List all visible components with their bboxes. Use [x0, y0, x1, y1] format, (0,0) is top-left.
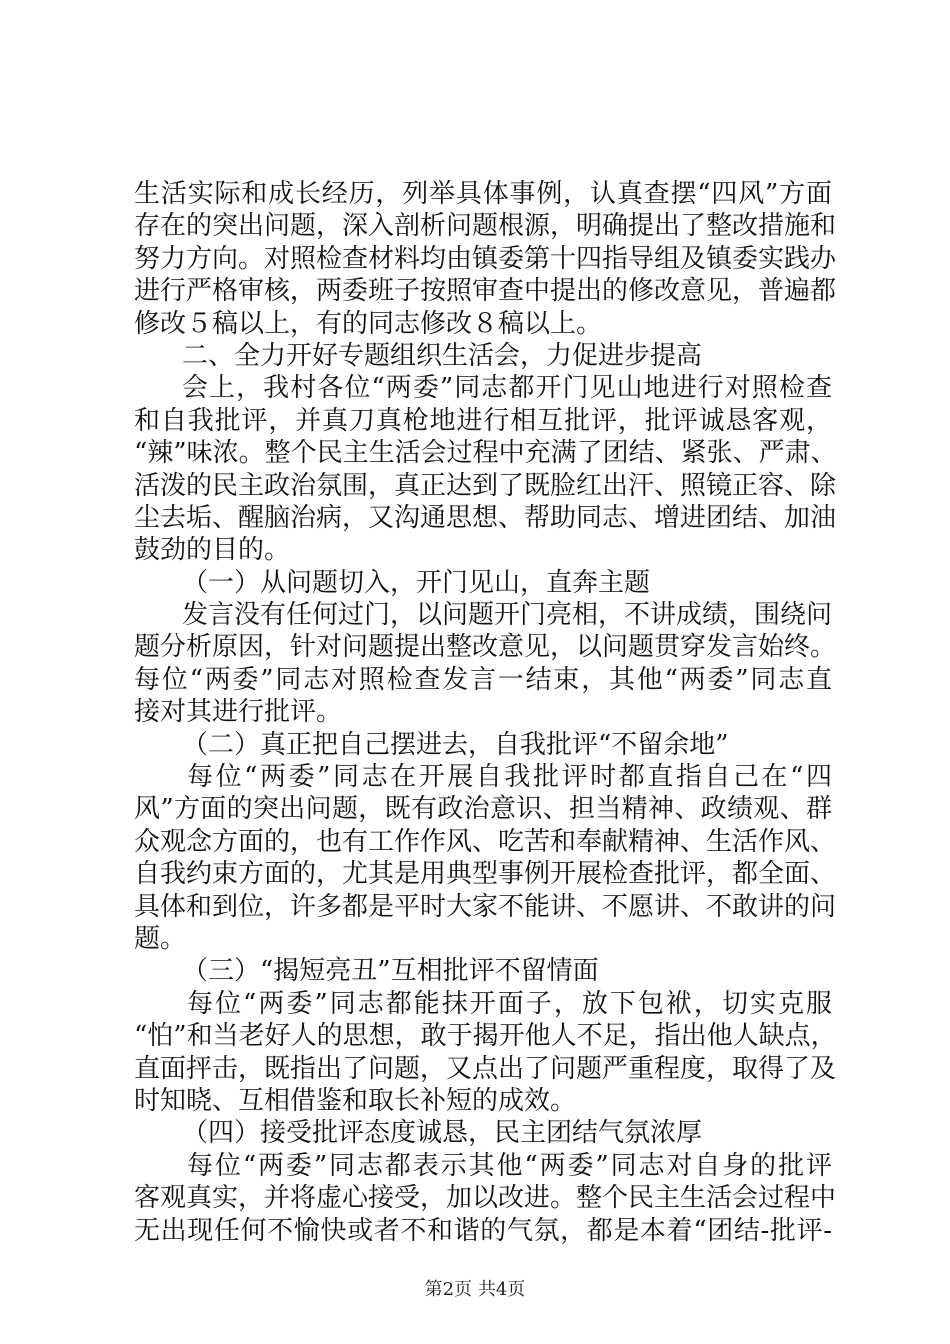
text-line: 直面抨击，既指出了问题，又点出了问题严重程度，取得了及 — [134, 1053, 837, 1084]
text-line: 和自我批评，并真刀真枪地进行相互批评，批评诚恳客观， — [134, 405, 832, 436]
text-line: 鼓劲的目的。 — [134, 535, 291, 566]
text-line: “辣”味浓。整个民主生活会过程中充满了团结、紧张、严肃、 — [134, 438, 837, 469]
text-line: 每位“两委”同志对照检查发言一结束，其他“两委”同志直 — [134, 664, 832, 695]
subsection-heading: （二）真正把自己摆进去，自我批评“不留余地” — [182, 729, 729, 760]
text-line: 题。 — [134, 923, 187, 954]
text-line: 每位“两委”同志都能抹开面子，放下包袱，切实克服 — [187, 988, 832, 1019]
subsection-heading: （四）接受批评态度诚恳，民主团结气氛浓厚 — [182, 1118, 703, 1149]
text-line: 进行严格审核，两委班子按照审查中提出的修改意见，普遍都 — [134, 276, 837, 307]
section-heading: 二、全力开好专题组织生活会，力促进步提高 — [182, 340, 703, 371]
text-line: 尘去垢、醒脑治病，又沟通思想、帮助同志、增进团结、加油 — [134, 502, 837, 533]
text-line: 修改５稿以上，有的同志修改８稿以上。 — [134, 308, 603, 339]
text-line: 题分析原因，针对问题提出整改意见，以问题贯穿发言始终。 — [134, 632, 837, 663]
text-line: 无出现任何不愉快或者不和谐的气氛，都是本着“团结-批评- — [134, 1215, 832, 1246]
text-line: 接对其进行批评。 — [134, 697, 343, 728]
text-line: “怕”和当老好人的思想，敢于揭开他人不足，指出他人缺点， — [134, 1021, 837, 1052]
text-line: 存在的突出问题，深入剖析问题根源，明确提出了整改措施和 — [134, 211, 837, 242]
text-line: 众观念方面的，也有工作作风、吃苦和奉献精神、生活作风、 — [134, 826, 837, 857]
subsection-heading: （三）“揭短亮丑”互相批评不留情面 — [182, 956, 599, 987]
text-line: 努力方向。对照检查材料均由镇委第十四指导组及镇委实践办 — [134, 243, 837, 274]
text-line: 具体和到位，许多都是平时大家不能讲、不愿讲、不敢讲的问 — [134, 891, 837, 922]
text-line: 客观真实，并将虚心接受，加以改进。整个民主生活会过程中 — [134, 1183, 837, 1214]
text-line: 自我约束方面的，尤其是用典型事例开展检查批评，都全面、 — [134, 859, 837, 890]
page-number-footer: 第2页 共4页 — [424, 1279, 526, 1300]
text-line: 每位“两委”同志在开展自我批评时都直指自己在“四 — [187, 762, 832, 793]
text-line: 生活实际和成长经历，列举具体事例，认真查摆“四风”方面 — [134, 179, 832, 209]
text-line: 活泼的民主政治氛围，真正达到了既脸红出汗、照镜正容、除 — [134, 470, 837, 501]
text-line: 会上，我村各位“两委”同志都开门见山地进行对照检查 — [182, 373, 832, 404]
document-body — [134, 178, 837, 1247]
text-line: 每位“两委”同志都表示其他“两委”同志对自身的批评 — [187, 1150, 832, 1181]
text-line: 发言没有任何过门，以问题开门亮相，不讲成绩，围绕问 — [182, 600, 833, 631]
subsection-heading: （一）从问题切入，开门见山，直奔主题 — [182, 567, 651, 598]
text-line: 时知晓、互相借鉴和取长补短的成效。 — [134, 1085, 577, 1116]
text-line: 风”方面的突出问题，既有政治意识、担当精神、政绩观、群 — [134, 794, 832, 825]
